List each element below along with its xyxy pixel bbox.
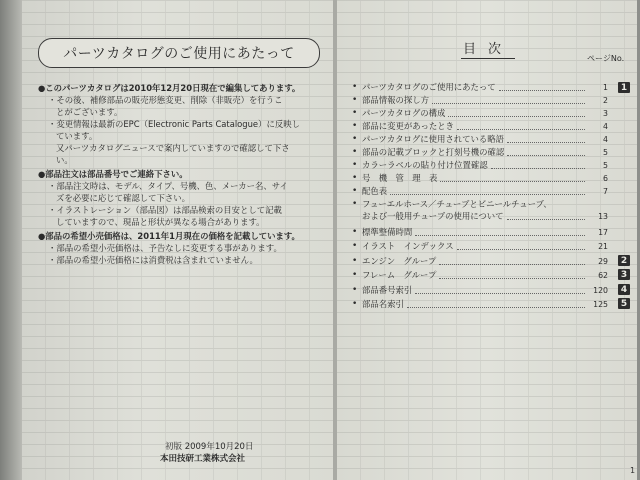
leader-dots xyxy=(457,243,585,250)
toc-item-page: 5 xyxy=(603,160,608,170)
section-line: ています。 xyxy=(56,131,98,141)
leader-dots xyxy=(507,136,585,143)
section-line: 又パーツカタログニュースで案内していますので確認して下さ xyxy=(56,143,290,153)
section-line: ズを必要に応じて確認して下さい。 xyxy=(56,193,190,203)
toc-item-page: 17 xyxy=(598,227,608,237)
bullet-icon: • xyxy=(352,82,358,92)
leader-dots xyxy=(415,229,585,236)
toc-item-page: 6 xyxy=(603,173,608,183)
toc-item-label: 部品に変更があったとき xyxy=(362,121,455,131)
toc-item[interactable] xyxy=(352,254,608,268)
leader-dots xyxy=(439,258,585,265)
section-line: ・変更情報は最新のEPC（Electronic Parts Catalogue）に反映し xyxy=(48,119,300,129)
leader-dots xyxy=(390,188,585,195)
section-line: い。 xyxy=(56,155,73,165)
toc-title: 目次 xyxy=(461,38,515,59)
bullet-icon: • xyxy=(352,121,358,131)
toc-item-page: 21 xyxy=(598,241,608,251)
section-line: とがございます。 xyxy=(56,107,123,117)
toc-item-label: パーツカタログに使用されている略語 xyxy=(362,134,505,144)
bullet-icon: • xyxy=(352,134,358,144)
toc-item-label: 部品名索引 xyxy=(362,299,404,309)
toc-item-label: 号 機 管 理 表 xyxy=(362,173,438,183)
leader-dots xyxy=(439,272,585,279)
toc-item[interactable] xyxy=(352,93,608,107)
leader-dots xyxy=(507,149,585,156)
bullet-icon: • xyxy=(352,241,358,251)
toc-item[interactable] xyxy=(352,80,608,94)
leader-dots xyxy=(457,123,585,130)
toc-item-page: 62 xyxy=(598,270,608,280)
toc-item[interactable] xyxy=(352,171,608,185)
leader-dots xyxy=(448,110,585,117)
toc-item-label: エンジン グループ xyxy=(362,256,437,266)
leader-dots xyxy=(499,84,585,91)
toc-item-continuation[interactable] xyxy=(352,209,608,223)
toc-item-page: 4 xyxy=(603,134,608,144)
section-head: ●部品注文は部品番号でご連絡下さい。 xyxy=(38,169,188,179)
usage-title-box xyxy=(38,38,320,68)
toc-item-page: 1 xyxy=(603,82,608,92)
toc-item[interactable] xyxy=(352,225,608,239)
leader-dots xyxy=(407,301,585,308)
section-line: ・イラストレーション（部品図）は部品検索の目安として記載 xyxy=(48,205,282,215)
section-line: していますので、現品と形状が異なる場合があります。 xyxy=(56,217,265,227)
bullet-icon: • xyxy=(352,256,358,266)
usage-title: パーツカタログのご使用にあたって xyxy=(63,46,295,62)
toc-item-label: および一般用チューブの使用について xyxy=(362,211,504,221)
page-number-label: ページNo. xyxy=(587,54,625,63)
section-line: ・部品の希望小売価格は、予告なしに変更する事があります。 xyxy=(48,243,282,253)
leader-dots xyxy=(491,162,585,169)
bullet-icon: • xyxy=(352,173,358,183)
toc-item-label: 部品情報の探し方 xyxy=(362,95,429,105)
toc-item[interactable] xyxy=(352,184,608,198)
toc-item[interactable] xyxy=(352,158,608,172)
toc-item-label: 部品の記載ブロックと打刻号機の確認 xyxy=(362,147,505,157)
section-tab-1[interactable]: 1 xyxy=(618,82,630,93)
bullet-icon: • xyxy=(352,227,358,237)
toc-item-page: 13 xyxy=(598,211,608,221)
publisher-name: 本田技研工業株式会社 xyxy=(160,454,246,464)
toc-item[interactable] xyxy=(352,145,608,159)
toc-item-label: 部品番号索引 xyxy=(362,285,413,295)
toc-item[interactable] xyxy=(352,106,608,120)
section-tab-4[interactable]: 4 xyxy=(618,284,630,295)
toc-item[interactable] xyxy=(352,268,608,282)
toc-item-label: フレーム グループ xyxy=(362,270,437,280)
toc-item-page: 125 xyxy=(593,299,608,309)
toc-item-page: 120 xyxy=(593,285,608,295)
section-tab-3[interactable]: 3 xyxy=(618,269,630,280)
toc-item-page: 2 xyxy=(603,95,608,105)
toc-item[interactable] xyxy=(352,239,608,253)
toc-item[interactable] xyxy=(352,132,608,146)
toc-item[interactable] xyxy=(352,283,608,297)
section-ordering xyxy=(38,168,316,228)
section-edit-date xyxy=(38,82,316,166)
toc-item-label: パーツカタログの構成 xyxy=(362,108,446,118)
toc-item[interactable] xyxy=(352,119,608,133)
section-tab-5[interactable]: 5 xyxy=(618,298,630,309)
book-left-edge xyxy=(0,0,22,480)
toc-item-label: フューエルホース／チューブとビニールチューブ、 xyxy=(362,199,552,209)
toc-item-label: 標準整備時間 xyxy=(362,227,413,237)
toc-item-label: カラーラベルの貼り付け位置確認 xyxy=(362,160,488,170)
section-pricing xyxy=(38,230,316,266)
toc-item-page: 7 xyxy=(603,186,608,196)
toc-item-label: 配色表 xyxy=(362,186,388,196)
bullet-icon: • xyxy=(352,270,358,280)
toc-item[interactable] xyxy=(352,297,608,311)
toc-item-page: 29 xyxy=(598,256,608,266)
leader-dots xyxy=(507,213,585,220)
section-head: ●このパーツカタログは2010年12月20日現在で編集してあります。 xyxy=(38,83,301,93)
bullet-icon: • xyxy=(352,186,358,196)
bullet-icon: • xyxy=(352,299,358,309)
leader-dots xyxy=(432,97,585,104)
section-head: ●部品の希望小売価格は、2011年1月現在の価格を記載しています。 xyxy=(38,231,300,241)
section-line: ・部品注文時は、モデル、タイプ、号機、色、メーカー名、サイ xyxy=(48,181,288,191)
leader-dots xyxy=(440,175,585,182)
leader-dots xyxy=(415,287,585,294)
bullet-icon: • xyxy=(352,199,358,209)
bullet-icon: • xyxy=(352,160,358,170)
bullet-icon: • xyxy=(352,95,358,105)
toc-item-label: イラスト インデックス xyxy=(362,241,454,251)
bullet-icon: • xyxy=(352,285,358,295)
toc-item-page: 4 xyxy=(603,121,608,131)
section-line: ・部品の希望小売価格には消費税は含まれていません。 xyxy=(48,255,258,265)
bullet-icon: • xyxy=(352,108,358,118)
corner-page-number: 1 xyxy=(630,466,636,475)
toc-item-label: パーツカタログのご使用にあたって xyxy=(362,82,496,92)
toc-item-page: 5 xyxy=(603,147,608,157)
section-tab-2[interactable]: 2 xyxy=(618,255,630,266)
edition-date: 初版 2009年10月20日 xyxy=(165,442,254,452)
toc-item-page: 3 xyxy=(603,108,608,118)
section-line: ・その後、補修部品の販売形態変更、削除（非販売）を行うこ xyxy=(48,95,283,105)
bullet-icon: • xyxy=(352,147,358,157)
